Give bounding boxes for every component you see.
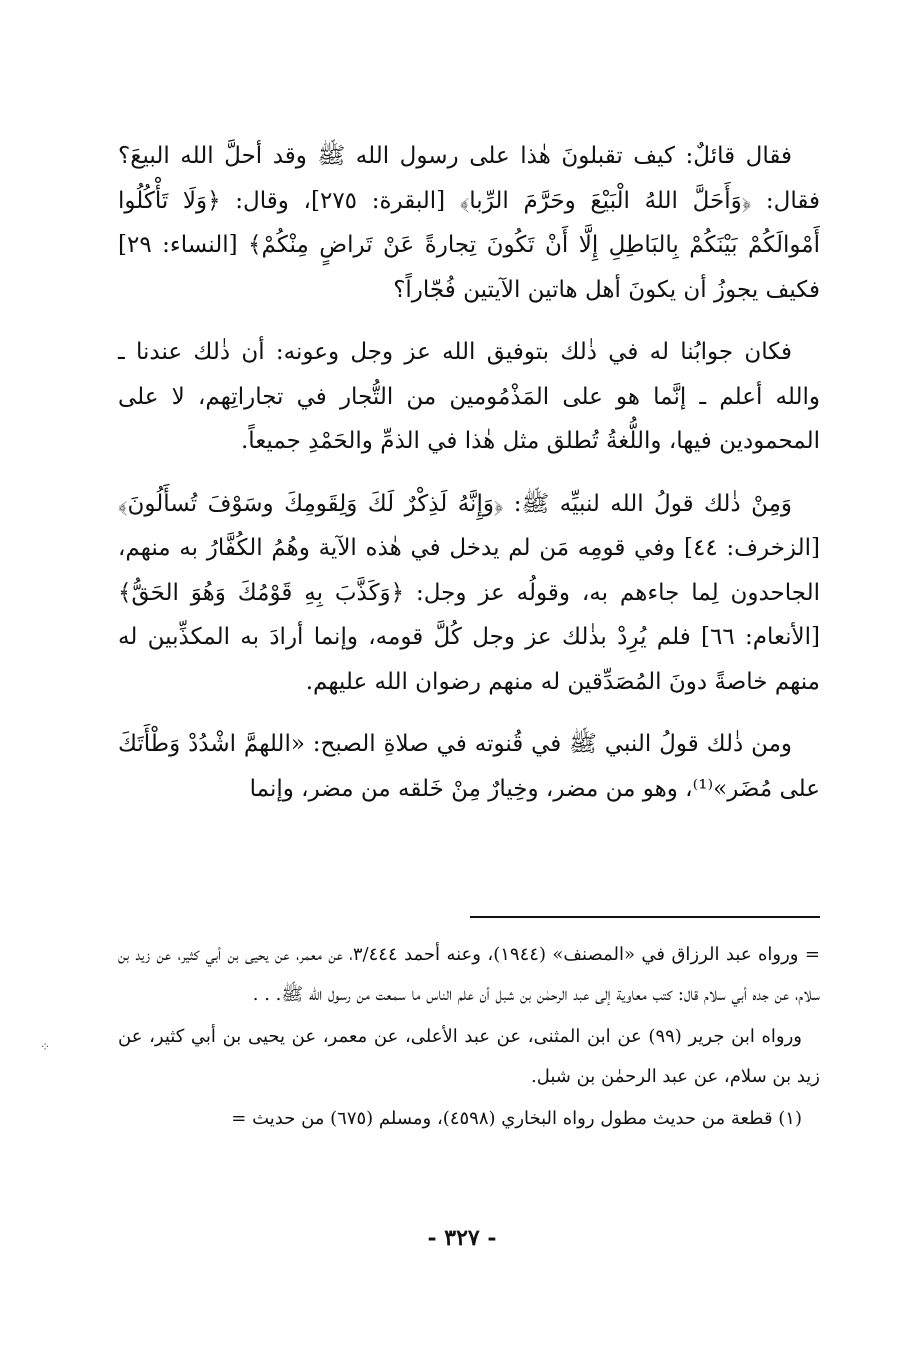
paragraph-3: وَمِنْ ذٰلك قولُ الله لنبيِّه ﷺ: ﴿وَإِنَّهُ لَذِكْرٌ لَكَ وَلِقَومِكَ وسَوْفَ تُسأَلُونَ﴾ [الزخرف: ٤٤] وفي قومِه مَن لم يدخل في هٰذه الآية وهُمُ الكُفَّارُ به منهم، الجاحدون لِما جاءهم به، وقولُه عز وجل: ﴿وَكَذَّبَ بِهِ قَوْمُكَ وَهُوَ الحَقُّ﴾ [الأنعام: ٦٦] فلم يُرِدْ بذٰلك عز وجل كُلَّ قومه، وإنما أرادَ به المكذِّبين له منهم خاصةً دونَ المُصَدِّقين له منهم رضوان الله عليهم. [118, 490, 820, 695]
footnote-separator [470, 916, 820, 918]
footnote-1: (١) قطعة من حديث مطول رواه البخاري (٤٥٩٨)، ومسلم (٦٧٥) من حديث = [231, 1108, 802, 1129]
main-text [118, 134, 820, 829]
scan-artifact: ⁘ [40, 1040, 53, 1054]
footnotes [118, 935, 820, 1141]
paragraph-1: فقال قائلٌ: كيف تقبلونَ هٰذا على رسول الله ﷺ وقد أحلَّ الله البيعَ؟ فقال: ﴿وَأَحَلَّ اللهُ الْبَيْعَ وحَرَّمَ الرِّبا﴾ [البقرة: ٢٧٥]، وقال: ﴿وَلَا تَأْكُلُوا أَمْوالَكُمْ بَيْنَكُمْ بِالبَاطِلِ إِلَّا أَنْ تَكُونَ تِجارةً عَنْ تَراضٍ مِنْكُمْ﴾ [النساء: ٢٩] فكيف يجوزُ أن يكونَ أهل هاتين الآيتين فُجّاراً؟ [118, 143, 820, 303]
footnote-paragraph: ورواه ابن جرير (٩٩) عن ابن المثنى، عن عبد الأعلى، عن معمر، عن يحيى بن أبي كثير، عن زيد بن سلام، عن عبد الرحمٰن بن شبل. [118, 1026, 820, 1087]
footnote-continuation: = ورواه عبد الرزاق في «المصنف» (١٩٤٤)، وعنه أحمد ٣/٤٤٤، عن معمر، عن يحيى بن أبي كثير، عن زيد بن سلام، عن جده أبي سلام قال: كتب معاوية إلى عبد الرحمٰن بن شبل أن علم الناس ما سمعت من رسول الله ﷺ. . . [118, 944, 821, 1005]
paragraph-4: ومن ذٰلك قولُ النبي ﷺ في قُنوته في صلاةِ الصبح: «اللهمَّ اشْدُدْ وَطْأَتَكَ على مُضَر»⁽¹⁾، وهو من مضر، وخِيارٌ مِنْ خَلقه من مضر، وإنما [118, 731, 820, 802]
page-number: - ٣٢٧ - [427, 1225, 497, 1251]
paragraph-2: فكان جوابُنا له في ذٰلك بتوفيق الله عز وجل وعونه: أن ذٰلك عندنا ـ والله أعلم ـ إنَّما هو على المَذْمُومين من التُّجار في تجاراتِهم، لا على المحمودين فيها، واللُّغةُ تُطلق مثل هٰذا في الذمِّ والحَمْدِ جميعاً. [118, 339, 820, 454]
